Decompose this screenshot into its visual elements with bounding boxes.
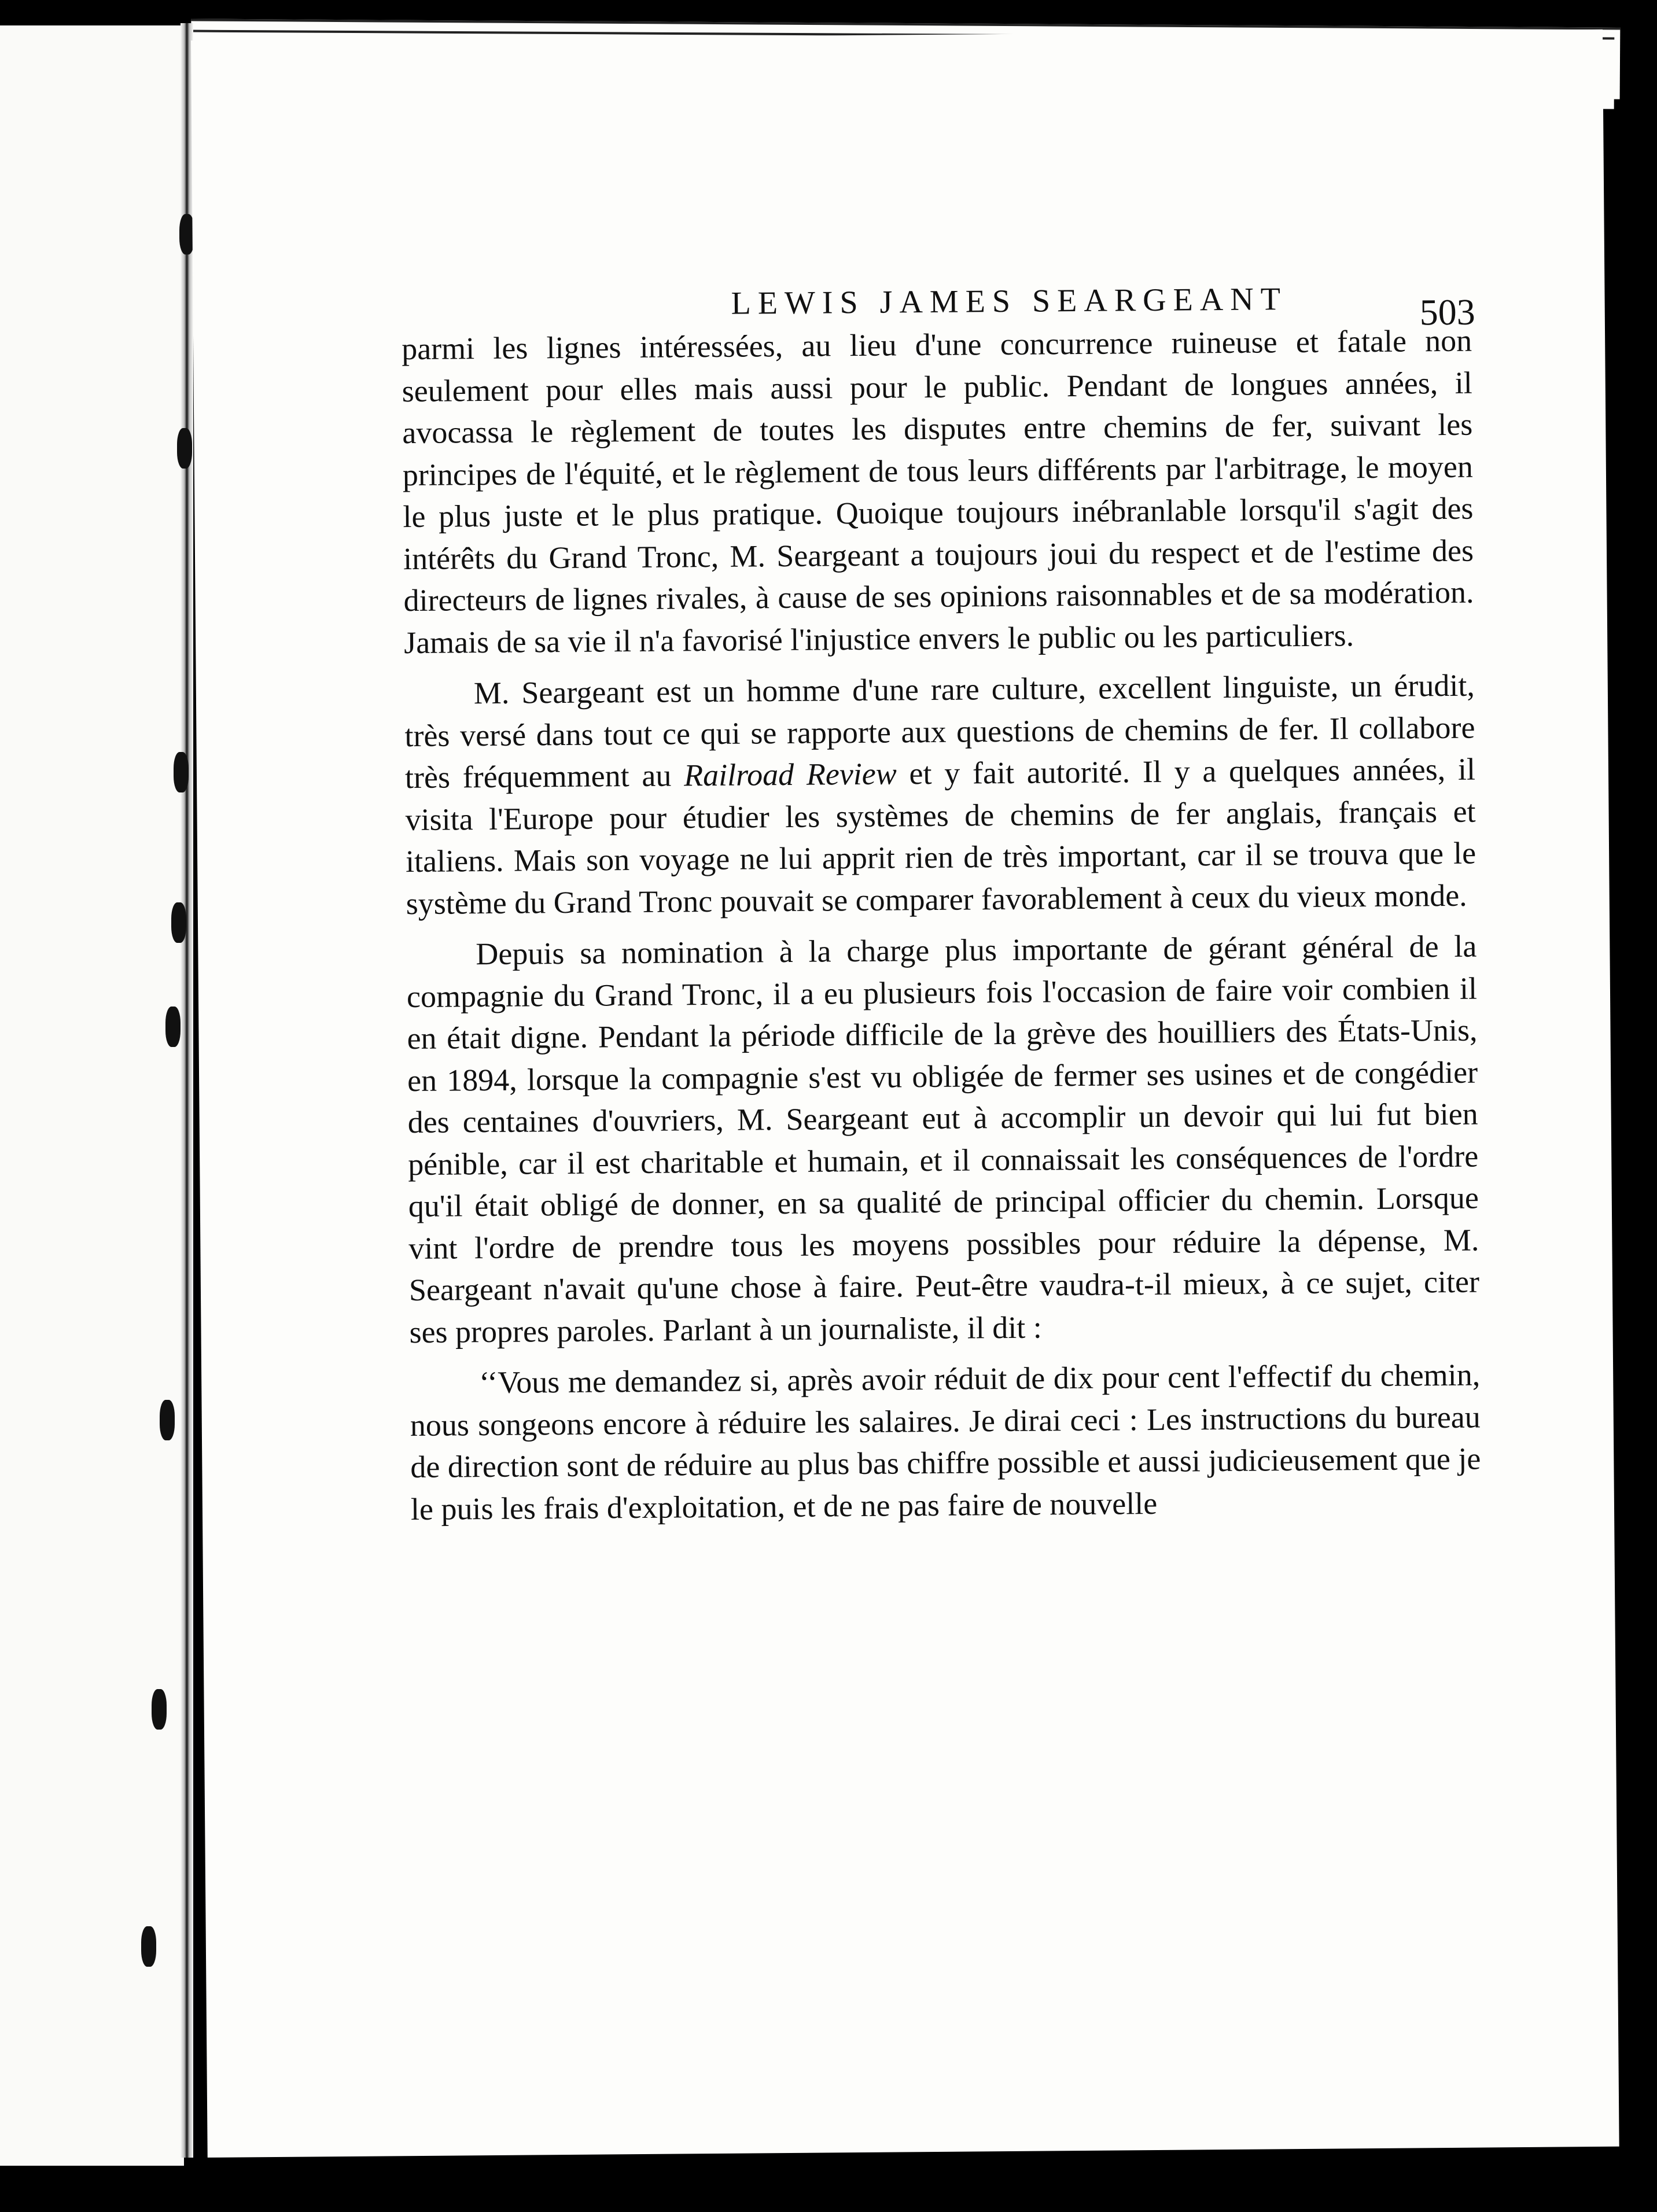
binding-thread-mark	[171, 902, 186, 943]
body-text	[402, 320, 1481, 1530]
text-run: et y fait autorité. Il y a quelques années, il visita l'Europe pour étudier les systèmes de chemins de fer anglais, français et italiens. Mais son voyage ne lui apprit rien de très important, car il se trouva que le système du Grand Tronc pouvait se comparer favorablement à ceux du vieux monde.	[405, 751, 1476, 921]
binding-thread-mark	[141, 1926, 156, 1967]
paragraph-p1	[402, 320, 1474, 664]
paragraph-p3	[406, 926, 1480, 1354]
paragraph-p4	[410, 1354, 1481, 1531]
italic-title: Railroad Review	[683, 756, 897, 793]
text-run: Depuis sa nomination à la charge plus importante de gérant général de la compagnie du Grand Tronc, il a eu plusieurs fois l'occasion de faire voir combien il en était digne. Pendant la période difficile de la grève des houilliers des États-Unis, en 1894, lorsque la compagnie s'est vu obligée de fermer ses usines et de congédier des centaines d'ouvriers, M. Seargeant eut à accomplir un devoir qui lui fut bien pénible, car il est charitable et humain, et il connaissait les conséquences de l'ordre qu'il était obligé de donner, en sa qualité de principal officier du chemin. Lorsque vint l'ordre de prendre tous les moyens possibles pour réduire la dépense, M. Seargeant n'avait qu'une chose à faire. Peut-être vaudra-t-il mieux, à ce sujet, citer ses propres paroles. Parlant à un journaliste, il dit :	[406, 928, 1480, 1350]
text-run: M. Seargeant est un homme d'une rare culture, excellent linguiste, un érudit, très versé dans tout ce qui se rapporte aux questions de chemins de fer. Il collabore très fréquemment au	[404, 668, 1475, 795]
facing-page-fragment	[0, 25, 184, 2166]
book-gutter	[181, 23, 193, 2158]
paragraph-p2	[404, 665, 1476, 925]
text-run: ‘‘Vous me demandez si, après avoir réduit de dix pour cent l'effectif du chemin, nous songeons encore à réduire les salaires. Je dirai ceci : Les instructions du bureau de direction sont de réduire au plus bas chiffre possible et aussi judicieusement que je le puis les frais d'exploitation, et de ne pas faire de nouvelle	[410, 1357, 1481, 1527]
text-run: parmi les lignes intéressées, au lieu d'une concurrence ruineuse et fatale non seulement pour elles mais aussi pour le public. Pendant de longues années, il avocassa le règlement de toutes les disputes entre chemins de fer, suivant les principes de l'équité, et le règlement de tous leurs différents par l'arbitrage, le moyen le plus juste et le plus pratique. Quoique toujours inébranlable lorsqu'il s'agit des intérêts du Grand Tronc, M. Seargeant a toujours joui du respect et de l'estime des directeurs de lignes rivales, à cause de ses opinions raisonnables et de sa modération. Jamais de sa vie il n'a favorisé l'injustice envers le public ou les particuliers.	[401, 323, 1474, 660]
page-number: 503	[1419, 291, 1476, 333]
binding-thread-mark	[174, 752, 189, 792]
running-head: LEWIS JAMES SEARGEANT	[731, 281, 1288, 322]
binding-thread-mark	[152, 1689, 167, 1730]
book-page	[191, 30, 1619, 2158]
binding-thread-mark	[160, 1400, 175, 1440]
binding-thread-mark	[177, 428, 192, 469]
binding-thread-mark	[165, 1007, 181, 1047]
